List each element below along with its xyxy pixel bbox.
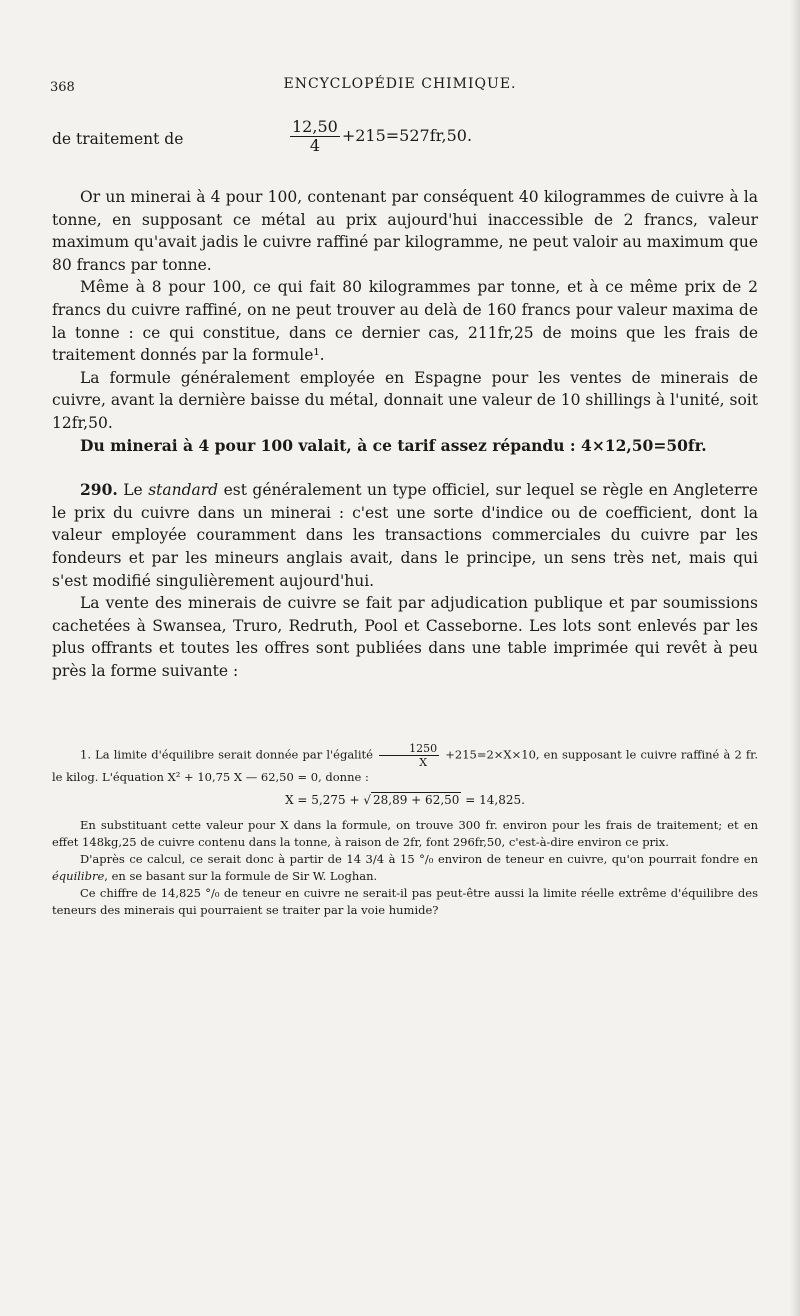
running-title: ENCYCLOPÉDIE CHIMIQUE.	[283, 76, 517, 92]
footnote-fraction	[379, 742, 439, 769]
equation-radicand: 28,89 + 62,50	[373, 793, 460, 807]
equation-part-a: X = 5,275 +	[285, 793, 360, 807]
formula-lead-text: de traitement de	[52, 130, 184, 148]
footnote-paragraph-3-b: , en se basant sur la formule de Sir W. Loghan.	[104, 869, 378, 883]
formula-rest: +215=527fr,50.	[341, 126, 473, 146]
footnotes	[52, 742, 758, 919]
equation-part-b: = 14,825.	[465, 793, 525, 807]
footnote-fraction-denominator: X	[419, 756, 428, 769]
main-text	[52, 118, 758, 682]
page-gutter-shadow	[790, 0, 800, 1316]
section-number: 290.	[80, 480, 118, 500]
fraction-denominator: 4	[309, 136, 320, 155]
footnote-paragraph-2: En substituant cette valeur pour X dans la formule, on trouve 300 fr. environ pour les frais de traitement; et en effet 148kg,25 de cuivre contenu dans la tonne, à raison de 2fr, font 296fr,50, c'est-à-dire environ ce prix.	[52, 818, 758, 849]
sqrt-icon: √	[363, 793, 372, 807]
section-290	[52, 479, 758, 592]
paragraph-minerai-8: Même à 8 pour 100, ce qui fait 80 kilogrammes par tonne, et à ce même prix de 2 francs du cuivre raffiné, on ne peut trouver au delà de 160 francs pour valeur maxima de la tonne : ce qui constitue, dans ce dernier cas, 211fr,25 de moins que les frais de traitement donnés par la formule¹.	[52, 278, 758, 365]
paragraph-tarif: Du minerai à 4 pour 100 valait, à ce tarif assez répandu : 4×12,50=50fr.	[80, 435, 707, 455]
footnote-marker: 1.	[80, 747, 91, 762]
fraction	[290, 118, 340, 155]
footnote-text-b: +215=2×X×10, en supposant le cuivre raffiné à 2 fr. le kilog. L'équation X² + 10,75 X — 62,50 = 0, donne :	[52, 747, 759, 784]
running-head	[50, 76, 750, 100]
formula-traitement	[52, 118, 758, 182]
footnote-text-a: La limite d'équilibre serait donnée par l'égalité	[95, 747, 373, 762]
fraction-numerator: 12,50	[292, 117, 338, 136]
paragraph-minerai-4: Or un minerai à 4 pour 100, contenant par conséquent 40 kilogrammes de cuivre à la tonne, en supposant ce métal au prix aujourd'hui inaccessible de 2 francs, valeur maximum qu'avait jadis le cuivre raffiné par kilogramme, ne peut valoir au maximum que 80 francs par tonne.	[52, 188, 758, 274]
paragraph-vente: La vente des minerais de cuivre se fait par adjudication publique et par soumissions cachetées à Swansea, Truro, Redruth, Pool et Casseborne. Les lots sont enlevés par les plus offrants et toutes les offres sont publiées dans une table imprimée qui revêt à peu près la forme suivante :	[52, 594, 758, 680]
paragraph-formule-espagne: La formule généralement employée en Espagne pour les ventes de minerais de cuivre, avant la dernière baisse du métal, donnait une valeur de 10 shillings à l'unité, soit 12fr,50.	[52, 368, 758, 432]
footnote-1	[52, 742, 758, 786]
footnote-equation	[52, 792, 758, 809]
section-text: est généralement un type officiel, sur lequel se règle en Angleterre le prix du cuivre dans un minerai : c'est une sorte d'indice ou de coefficient, dont la valeur employée couramment dans les transactions commerciales du cuivre par les fondeurs et par les mineurs anglais avait, dans le principe, un sens très net, mais qui s'est modifié singulièrement aujourd'hui.	[52, 481, 758, 590]
footnote-paragraph-3-term: équilibre	[52, 869, 105, 883]
formula-expression	[290, 118, 472, 155]
footnote-fraction-numerator: 1250	[379, 742, 439, 756]
footnote-paragraph-3	[52, 851, 758, 885]
footnote-paragraph-3-a: D'après ce calcul, ce serait donc à partir de 14 3/4 à 15 °/₀ environ de teneur en cuivre, qu'on pourrait fondre en	[80, 852, 758, 866]
section-intro: Le	[123, 481, 143, 500]
page-number: 368	[50, 80, 75, 95]
footnote-paragraph-4: Ce chiffre de 14,825 °/₀ de teneur en cuivre ne serait-il pas peut-être aussi la limite réelle extrême d'équilibre des teneurs des minerais qui pourraient se traiter par la voie humide?	[52, 886, 758, 917]
section-term: standard	[148, 481, 219, 500]
